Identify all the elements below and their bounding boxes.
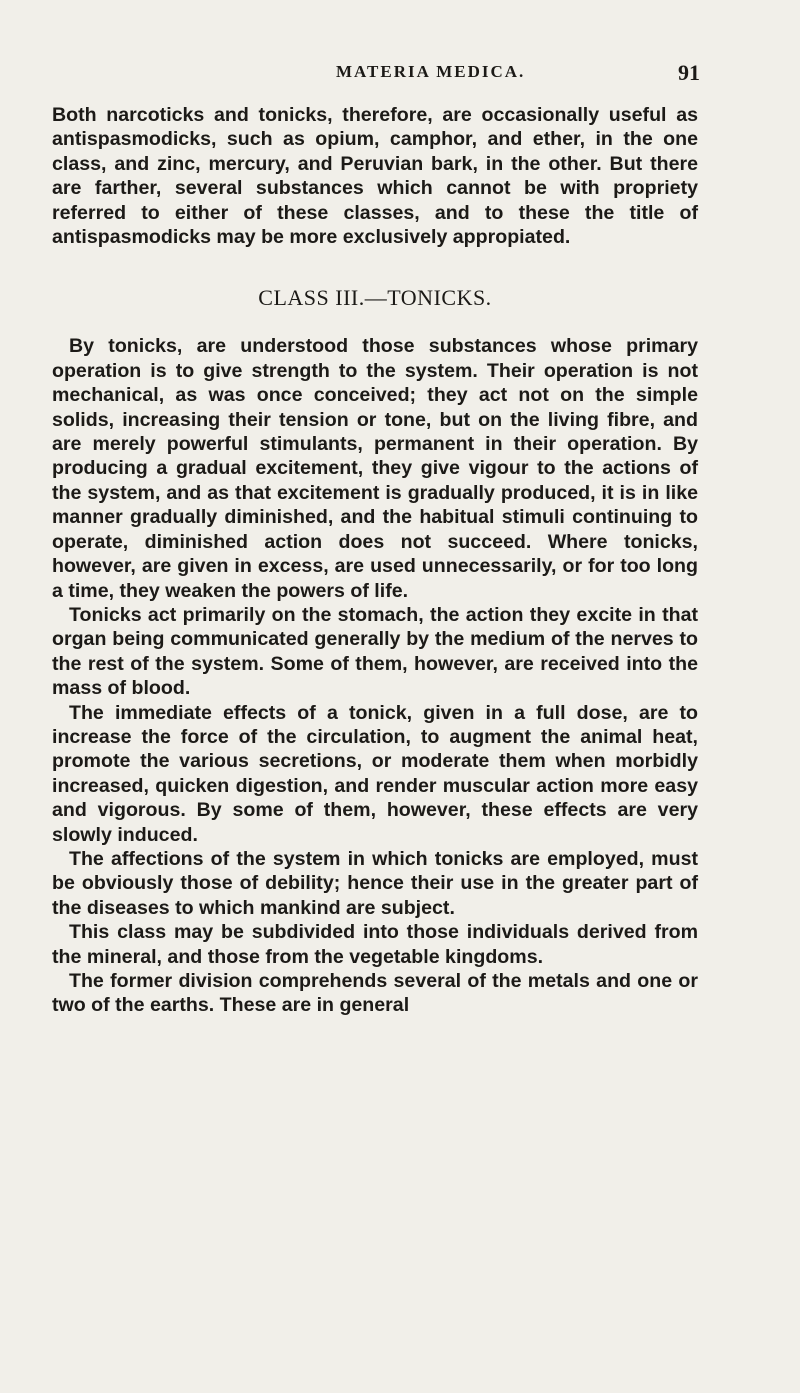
paragraph-affections: The affections of the system in which tonicks are employed, must be obviously those of debility; hence their use in the greater part of the diseases to which mankind are subject.	[52, 847, 698, 919]
paragraph-effects: The immediate effects of a tonick, given in a full dose, are to increase the force of the circulation, to augment the animal heat, promote the various secretions, or moderate them when morbidly increased, quicken digestion, and render muscular action more easy and vigorous. By some of them, however, these effects are very slowly induced.	[52, 701, 698, 846]
page-number: 91	[678, 60, 700, 85]
running-head	[0, 62, 800, 92]
body-text	[52, 103, 698, 1018]
paragraph-subdivision: This class may be subdivided into those individuals derived from the mineral, and those from the vegetable kingdoms.	[52, 921, 698, 968]
section-heading: CLASS III.—TONICKS.	[258, 285, 492, 311]
paragraph-former-division: The former division comprehends several of the metals and one or two of the earths. These are in general	[52, 970, 698, 1017]
paragraph-definition: By tonicks, are understood those substances whose primary operation is to give strength to the system. Their operation is not mechanical, as was once conceived; they act not on the simple solids, increasing their tension or tone, but on the living fibre, and are merely powerful stimulants, permanent in their operation. By producing a gradual excitement, they give vigour to the actions of the system, and as that excitement is gradually produced, it is in like manner gradually diminished, and the habitual stimuli continuing to operate, diminished action does not succeed. Where tonicks, however, are given in excess, are used unnecessarily, or for too long a time, they weaken the powers of life.	[52, 335, 698, 602]
running-title: MATERIA MEDICA.	[336, 62, 526, 81]
paragraph-action: Tonicks act primarily on the stomach, the action they excite in that organ being communicated generally by the medium of the nerves to the rest of the system. Some of them, however, are received into the mass of blood.	[52, 603, 698, 700]
opening-paragraph: Both narcoticks and tonicks, therefore, are occasionally useful as antispasmodicks, such as opium, camphor, and ether, in the one class, and zinc, mercury, and Peruvian bark, in the other. But there are farther, several substances which cannot be with propriety referred to either of these classes, and to these the title of antispasmodicks may be more exclusively appropiated.	[52, 104, 698, 249]
